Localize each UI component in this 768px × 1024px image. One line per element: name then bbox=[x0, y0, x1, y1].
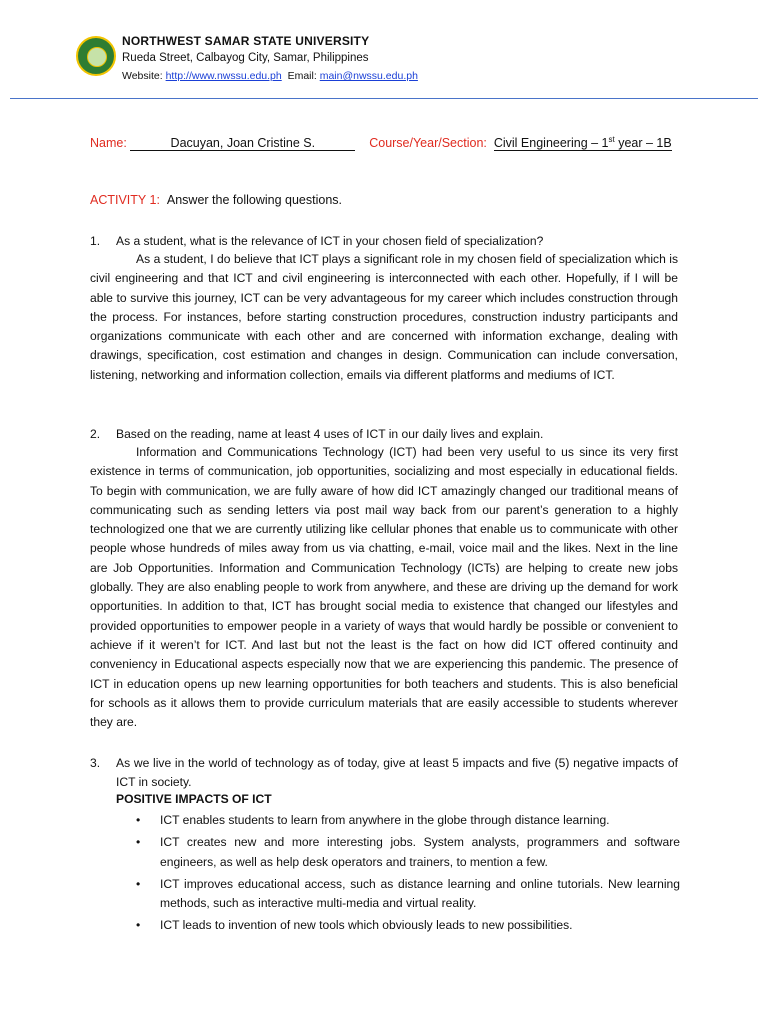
bullet-icon: • bbox=[136, 813, 141, 827]
question-3 bbox=[116, 754, 678, 793]
name-label: Name: bbox=[90, 136, 127, 151]
list-item bbox=[130, 811, 680, 830]
question-number: 3. bbox=[90, 756, 101, 770]
student-name: Dacuyan, Joan Cristine S. bbox=[130, 136, 355, 151]
website-label: Website: bbox=[122, 70, 163, 82]
question-text: As we live in the world of technology as of today, give at least 5 impacts and five (5) negative impacts of ICT in society. bbox=[116, 756, 678, 790]
activity-label: ACTIVITY 1: bbox=[90, 193, 160, 207]
website-link[interactable]: http://www.nwssu.edu.ph bbox=[165, 70, 282, 82]
question-text: As a student, what is the relevance of ICT in your chosen field of specialization? bbox=[116, 234, 544, 248]
course-suffix: year – 1B bbox=[614, 136, 672, 151]
letterhead bbox=[76, 30, 756, 90]
bullet-icon: • bbox=[136, 876, 141, 891]
question-number: 2. bbox=[90, 427, 101, 441]
university-name: NORTHWEST SAMAR STATE UNIVERSITY bbox=[122, 34, 370, 48]
list-item bbox=[130, 833, 680, 872]
answer-text: As a student, I do believe that ICT plays a significant role in my chosen field of specialization which is civil engineering and that ICT and civil engineering is interconnected with each other. Hopefully, if I will be able to survive this journey, ICT can be very advantageous for my career which includes construction through the process. For instances, before starting construction procedures, construction industry participants and organizations communicate with each other and are concerned with information exchange, dealing with drawings, specification, cost estimation and changes in design. Communication can include conversation, listening, networking and information collection, emails via different platforms and mediums of ICT. bbox=[90, 252, 678, 382]
course-prefix: Civil Engineering – 1 bbox=[493, 136, 609, 151]
list-item-text: ICT creates new and more interesting jobs. System analysts, programmers and software engineers, as well as help desk operators and trainers, to mention a few. bbox=[160, 835, 680, 869]
list-item bbox=[130, 916, 680, 935]
contact-line bbox=[122, 70, 418, 82]
course-sup: st bbox=[608, 135, 615, 144]
header-divider bbox=[10, 98, 758, 99]
university-seal-icon bbox=[76, 36, 116, 76]
answer-text: Information and Communications Technology (ICT) had been very useful to us since its very first existence in terms of communication, job opportunities, socializing and most especially in educational fields. To begin with communication, we are fully aware of how did ICT amazingly changed our traditional means of communicating such as sending letters via post mail way back from our parent’s generation to a highly technologized one that we are currently utilizing like cellular phones that enable us to communicate with other people whose hundreds of miles away from us via chatting, e-mail, voice mail and the likes. Next in the line are Job Opportunities. Information and Communication Technology (ICTs) are helping to create new jobs globally. They are also enabling people to work from anywhere, and these are driving up the demand for work opportunities. In addition to that, ICT has brought social media to existence that changed our lifestyles and provided opportunities to empower people in a variety of ways that would hardly be possible or convenient to achieve if it weren’t for ICT. And last but not the least is the fact on how did ICT offered continuity and conveniency in Educational aspects especially now that we are experiencing this pandemic. The presence of ICT in education opens up new learning opportunities for both teachers and students. This is also beneficial for schools as it allows them to provide curriculum materials that are easily accessible to students wherever they are. bbox=[90, 445, 678, 730]
course-value bbox=[494, 136, 672, 151]
list-item-text: ICT improves educational access, such as distance learning and online tutorials. New learning methods, such as interactive multi-media and virtual reality. bbox=[160, 876, 680, 911]
positive-impacts-list bbox=[130, 811, 680, 939]
list-item-text: ICT leads to invention of new tools which obviously leads to new possibilities. bbox=[160, 918, 573, 933]
activity-line bbox=[90, 193, 342, 207]
answer-1 bbox=[90, 250, 678, 385]
positive-impacts-heading: POSITIVE IMPACTS OF ICT bbox=[116, 792, 272, 806]
course-label: Course/Year/Section: bbox=[369, 136, 487, 151]
question-text: Based on the reading, name at least 4 uses of ICT in our daily lives and explain. bbox=[116, 427, 544, 441]
student-info-line bbox=[90, 135, 672, 151]
list-item-text: ICT enables students to learn from anywhere in the globe through distance learning. bbox=[160, 813, 610, 827]
list-item bbox=[130, 875, 680, 914]
email-link[interactable]: main@nwssu.edu.ph bbox=[319, 70, 418, 82]
email-label: Email: bbox=[287, 70, 317, 82]
question-number: 1. bbox=[90, 234, 101, 248]
activity-instruction: Answer the following questions. bbox=[166, 193, 342, 207]
bullet-icon: • bbox=[136, 918, 141, 933]
bullet-icon: • bbox=[136, 835, 141, 850]
answer-2 bbox=[90, 443, 678, 732]
university-address: Rueda Street, Calbayog City, Samar, Philippines bbox=[122, 52, 369, 64]
